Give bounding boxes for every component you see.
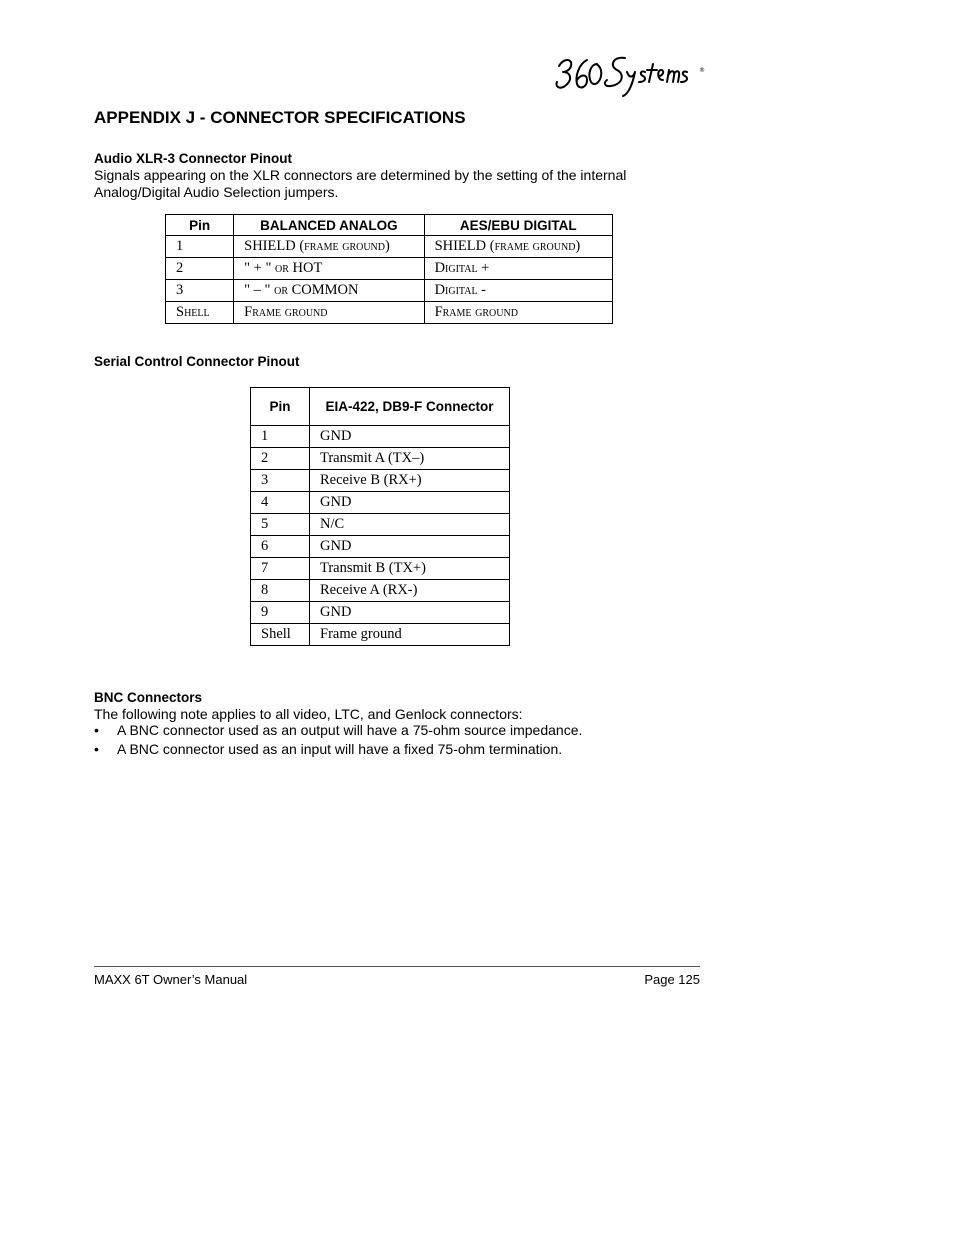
column-header: Pin [251, 388, 310, 426]
company-logo [553, 50, 713, 98]
serial-section-heading: Serial Control Connector Pinout [94, 354, 300, 369]
table-cell: 2 [166, 258, 234, 280]
footer-divider [94, 966, 700, 967]
footer-page-number: Page 125 [644, 972, 700, 987]
table-cell: 1 [251, 426, 310, 448]
table-cell: 8 [251, 580, 310, 602]
table-header-row [251, 388, 510, 426]
table-cell: Frame ground [310, 624, 510, 646]
table-cell: 1 [166, 236, 234, 258]
bnc-section-heading: BNC Connectors [94, 690, 203, 705]
footer-manual-title: MAXX 6T Owner’s Manual [94, 972, 248, 987]
column-header: Pin [166, 215, 234, 236]
table-row [251, 426, 510, 448]
table-cell: " + " or HOT [234, 258, 424, 280]
table-row [251, 580, 510, 602]
table-cell: N/C [310, 514, 510, 536]
column-header: BALANCED ANALOG [234, 215, 424, 236]
list-item-text: A BNC connector used as an output will have a 75-ohm source impedance. [117, 722, 583, 738]
svg-text:®: ® [699, 67, 705, 74]
table-cell: 9 [251, 602, 310, 624]
table-cell: 7 [251, 558, 310, 580]
table-cell: Frame ground [424, 302, 612, 324]
table-cell: Shell [251, 624, 310, 646]
table-cell: 3 [251, 470, 310, 492]
audio-section-text: Signals appearing on the XLR connectors are determined by the setting of the internal Analog/Digital Audio Selection jumpers. [94, 167, 627, 200]
table-row [251, 536, 510, 558]
table-row [251, 602, 510, 624]
page-title: APPENDIX J - CONNECTOR SPECIFICATIONS [94, 108, 466, 127]
table-cell: 2 [251, 448, 310, 470]
table-cell: Transmit B (TX+) [310, 558, 510, 580]
table-row [251, 492, 510, 514]
table-cell: Transmit A (TX–) [310, 448, 510, 470]
bullet-icon: • [94, 740, 99, 757]
table-cell: Shell [166, 302, 234, 324]
table-cell: Receive B (RX+) [310, 470, 510, 492]
column-header: AES/EBU DIGITAL [424, 215, 612, 236]
bnc-section-intro: The following note applies to all video, LTC, and Genlock connectors: [94, 706, 523, 722]
bullet-icon: • [94, 722, 99, 738]
table-cell: Frame ground [234, 302, 424, 324]
table-cell: " – " or COMMON [234, 280, 424, 302]
table-row [251, 558, 510, 580]
table-row [251, 514, 510, 536]
table-cell: GND [310, 602, 510, 624]
table-cell: 5 [251, 514, 310, 536]
table-row [166, 302, 613, 324]
xlr-pinout-table [165, 214, 613, 324]
table-row [251, 470, 510, 492]
table-row [166, 280, 613, 302]
table-cell: 6 [251, 536, 310, 558]
table-cell: GND [310, 426, 510, 448]
table-row [251, 624, 510, 646]
table-cell: GND [310, 536, 510, 558]
table-cell: 3 [166, 280, 234, 302]
table-cell: GND [310, 492, 510, 514]
table-row [166, 236, 613, 258]
table-cell: SHIELD (frame ground) [234, 236, 424, 258]
audio-section-heading: Audio XLR-3 Connector Pinout [94, 151, 292, 166]
table-cell: Digital + [424, 258, 612, 280]
table-row [166, 258, 613, 280]
table-row [251, 448, 510, 470]
table-cell: Digital - [424, 280, 612, 302]
serial-pinout-table [250, 387, 510, 646]
table-header-row [166, 215, 613, 236]
table-cell: SHIELD (frame ground) [424, 236, 612, 258]
list-item-text: A BNC connector used as an input will have a fixed 75-ohm termination. [117, 740, 563, 757]
column-header: EIA-422, DB9-F Connector [310, 388, 510, 426]
table-cell: Receive A (RX-) [310, 580, 510, 602]
table-cell: 4 [251, 492, 310, 514]
